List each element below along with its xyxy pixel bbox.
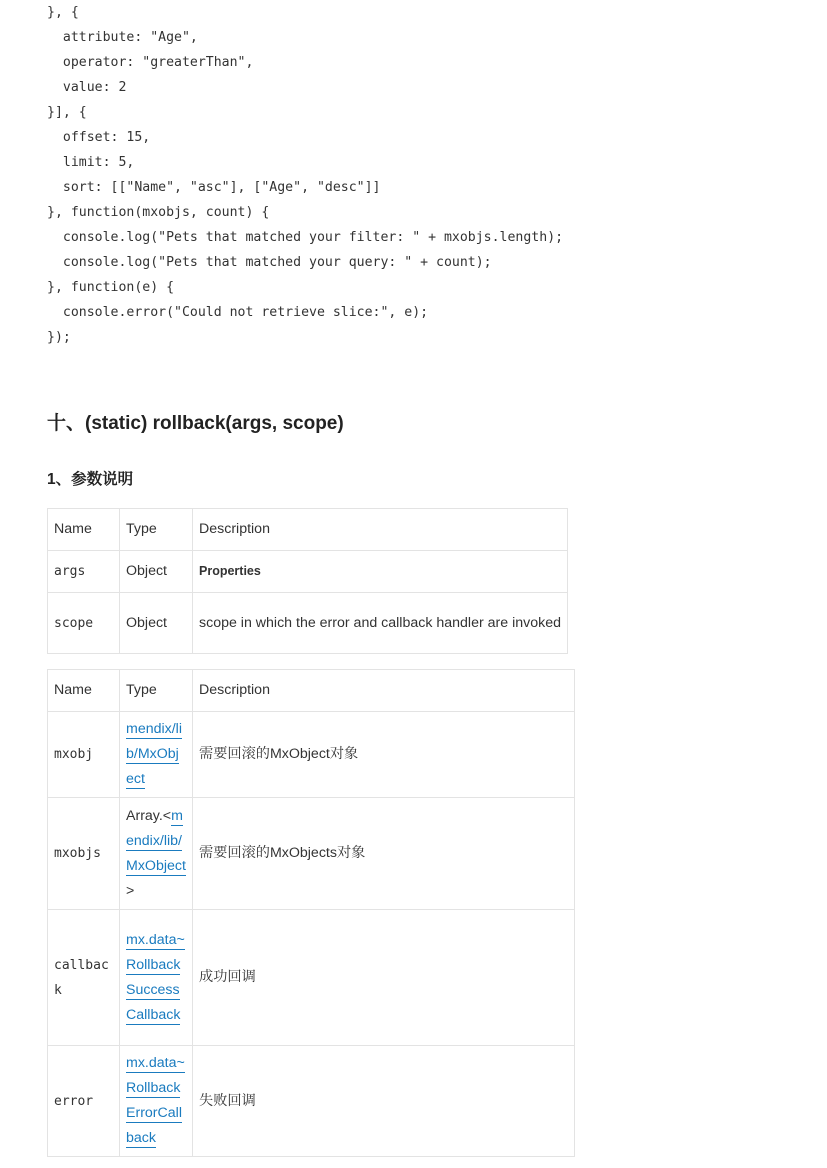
header-description: Description xyxy=(193,670,575,712)
table-row xyxy=(48,712,575,798)
property-description: 成功回调 xyxy=(193,910,575,1046)
type-prefix: Array.< xyxy=(126,807,172,824)
code-line: sort: [["Name", "asc"], ["Age", "desc"]] xyxy=(47,180,381,195)
param-description xyxy=(193,551,568,593)
code-block xyxy=(47,0,787,350)
table-row xyxy=(48,551,568,593)
type-link[interactable]: mendix/lib/MxObject xyxy=(126,721,182,787)
param-description: scope in which the error and callback handler are invoked xyxy=(193,593,568,654)
param-type: Object xyxy=(120,551,193,593)
code-line: }], { xyxy=(47,105,87,120)
property-name: error xyxy=(48,1046,120,1157)
code-line: console.log("Pets that matched your query: " + count); xyxy=(47,255,492,270)
param-name: args xyxy=(48,551,120,593)
header-type: Type xyxy=(120,670,193,712)
code-line: }, function(e) { xyxy=(47,280,175,295)
property-type xyxy=(120,910,193,1046)
subsection-title: 1、参数说明 xyxy=(47,471,134,488)
code-line: attribute: "Age", xyxy=(47,30,198,45)
header-name: Name xyxy=(48,670,120,712)
code-line: console.error("Could not retrieve slice:", e); xyxy=(47,305,429,320)
code-line: operator: "greaterThan", xyxy=(47,55,254,70)
properties-label: Properties xyxy=(199,564,261,578)
type-link[interactable]: mx.data~RollbackSuccessCallback xyxy=(126,931,185,1023)
properties-table xyxy=(47,669,575,1157)
property-type xyxy=(120,1046,193,1157)
section-title: 十、(static) rollback(args, scope) xyxy=(47,413,344,434)
type-suffix: > xyxy=(126,882,135,899)
type-link[interactable]: mx.data~RollbackErrorCallback xyxy=(126,1055,185,1146)
table-row xyxy=(48,910,575,1046)
property-description: 失败回调 xyxy=(193,1046,575,1157)
code-line: console.log("Pets that matched your filter: " + mxobjs.length); xyxy=(47,230,564,245)
type-link[interactable]: mendix/lib/MxObject xyxy=(126,807,186,874)
property-name: mxobj xyxy=(48,712,120,798)
header-type: Type xyxy=(120,509,193,551)
header-description: Description xyxy=(193,509,568,551)
property-type xyxy=(120,712,193,798)
table-row xyxy=(48,1046,575,1157)
code-line: offset: 15, xyxy=(47,130,151,145)
code-line: limit: 5, xyxy=(47,155,135,170)
code-line: }); xyxy=(47,330,71,345)
header-name: Name xyxy=(48,509,120,551)
param-type: Object xyxy=(120,593,193,654)
property-type xyxy=(120,798,193,910)
table-header-row xyxy=(48,670,575,712)
property-description: 需要回滚的MxObject对象 xyxy=(193,712,575,798)
property-name: callback xyxy=(48,910,120,1046)
code-line: }, function(mxobjs, count) { xyxy=(47,205,270,220)
table-header-row xyxy=(48,509,568,551)
code-line: value: 2 xyxy=(47,80,127,95)
property-name: mxobjs xyxy=(48,798,120,910)
table-row xyxy=(48,798,575,910)
param-name: scope xyxy=(48,593,120,654)
code-line: }, { xyxy=(47,5,79,20)
table-row xyxy=(48,593,568,654)
property-description: 需要回滚的MxObjects对象 xyxy=(193,798,575,910)
params-table xyxy=(47,508,568,654)
